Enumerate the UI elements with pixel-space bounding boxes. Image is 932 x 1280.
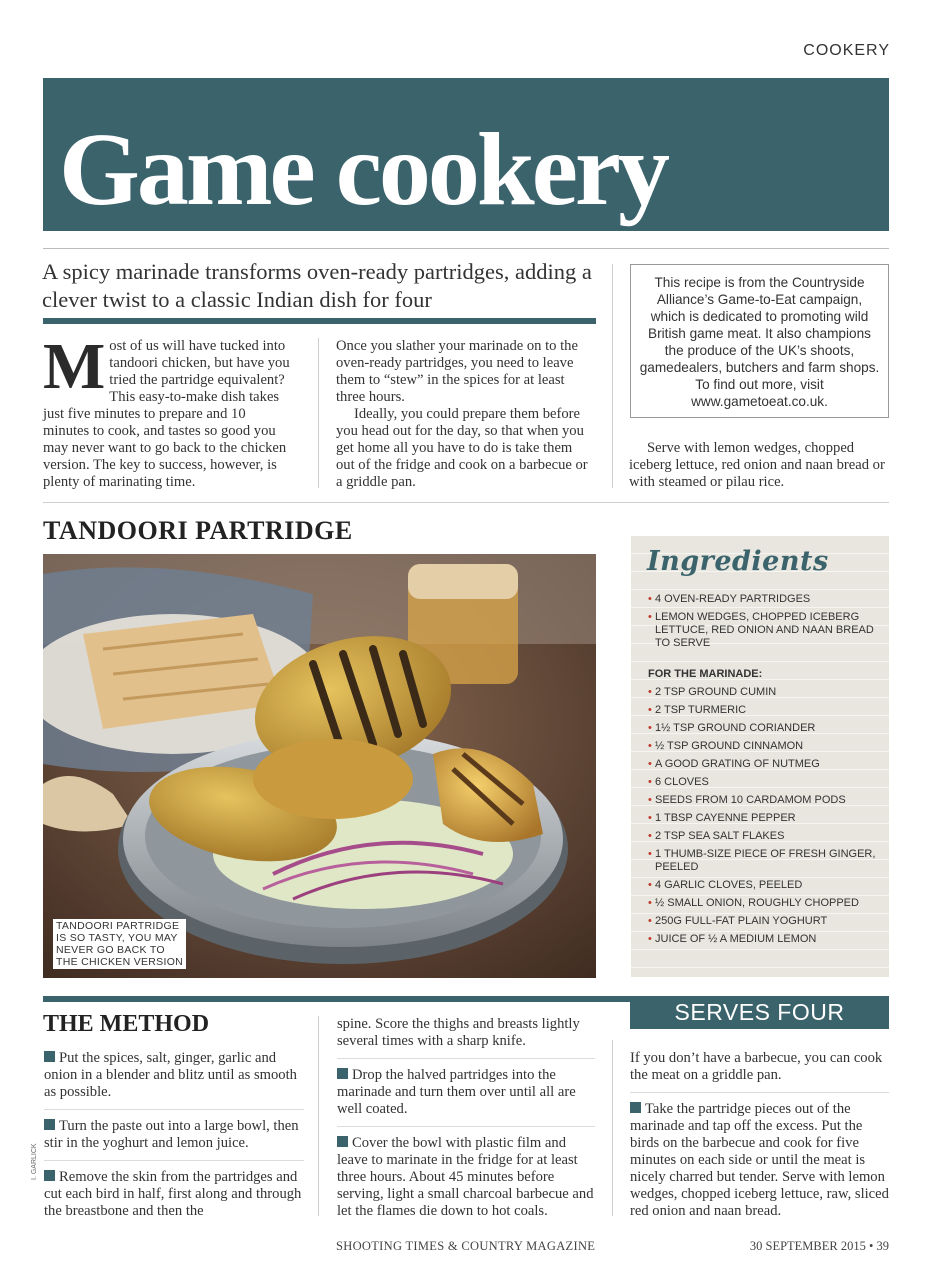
ingredient-item: • ½ TSP GROUND CINNAMON <box>648 740 884 753</box>
serves-badge: SERVES FOUR <box>630 996 889 1029</box>
ingredient-item: • 1½ TSP GROUND CORIANDER <box>648 722 884 735</box>
section-label: COOKERY <box>803 42 890 59</box>
footer-magazine: SHOOTING TIMES & COUNTRY MAGAZINE <box>336 1239 596 1253</box>
ingredients-heading: Ingredients <box>647 546 829 577</box>
step-rule <box>337 1058 595 1059</box>
column-divider <box>318 338 319 488</box>
intro-column-1 <box>43 330 291 491</box>
method-tip: If you don’t have a barbecue, you can cook the meat on a griddle pan. <box>630 1050 883 1083</box>
campaign-infobox: This recipe is from the Countryside Alliance’s Game-to-Eat campaign, which is dedicated to promoting wild British game meat. It also champions the produce of the UK’s shoots, gamedealers, butchers and farm shops. To find out more, visit www.gametoeat.co.uk. <box>630 264 889 418</box>
method-step <box>44 1118 304 1152</box>
square-bullet-icon <box>44 1119 55 1130</box>
square-bullet-icon <box>44 1051 55 1062</box>
caption-line: NEVER GO BACK TO <box>56 944 165 956</box>
column-divider <box>612 1040 613 1216</box>
photo-credit: I. GARLICK <box>31 1143 38 1180</box>
ingredient-item: • 250G FULL-FAT PLAIN YOGHURT <box>648 915 884 928</box>
photo-caption <box>53 919 186 969</box>
method-bar <box>43 996 630 1002</box>
method-step <box>337 1135 597 1220</box>
step-text: Remove the skin from the partridges and cut each bird in half, first along and through the breastbone and then the <box>44 1169 302 1219</box>
recipe-title: TANDOORI PARTRIDGE <box>43 516 353 545</box>
tandoori-partridge-illustration <box>43 554 596 978</box>
ingredient-item: • 2 TSP SEA SALT FLAKES <box>648 830 884 843</box>
method-step <box>337 1067 597 1118</box>
method-step <box>44 1169 304 1220</box>
ingredient-item: • 6 CLOVES <box>648 776 884 789</box>
step-rule <box>630 1092 889 1093</box>
drop-cap: M <box>43 330 106 403</box>
caption-line: TANDOORI PARTRIDGE <box>56 920 180 932</box>
standfirst-bar <box>43 318 596 324</box>
standfirst: A spicy marinade transforms oven-ready partridges, adding a clever twist to a classic Indian dish for four <box>42 259 592 312</box>
intro-paragraph: Ideally, you could prepare them before you head out for the day, so that when you get home all you have to do is take them out of the fridge and cook on a barbecue or a griddle pan. <box>336 406 588 490</box>
ingredients-panel <box>631 536 889 977</box>
method-step <box>630 1101 890 1220</box>
step-rule <box>337 1126 595 1127</box>
square-bullet-icon <box>337 1136 348 1147</box>
step-rule <box>44 1109 304 1110</box>
ingredient-item: • 4 OVEN-READY PARTRIDGES <box>648 593 884 606</box>
step-text: Turn the paste out into a large bowl, then stir in the yoghurt and lemon juice. <box>44 1118 299 1151</box>
method-step <box>44 1050 304 1101</box>
caption-line: IS SO TASTY, YOU MAY <box>56 932 178 944</box>
intro-column-2 <box>336 338 592 491</box>
title-band <box>43 78 889 231</box>
intro-text-1: ost of us will have tucked into tandoori chicken, but have you tried the partridge equivalent? This easy-to-make dish takes just five minutes to prepare and 10 minutes to cook, and tastes so good you may never want to go back to the chicken version. The key to success, however, is plenty of marinating time. <box>43 338 290 490</box>
square-bullet-icon <box>337 1068 348 1079</box>
ingredient-item: • ½ SMALL ONION, ROUGHLY CHOPPED <box>648 897 884 910</box>
step-text: Take the partridge pieces out of the marinade and tap off the excess. Put the birds on the barbecue and cook for five minutes on each side or until the meat is nicely charred but tender. Serve with lemon wedges, chopped iceberg lettuce, raw, sliced red onion and naan bread. <box>630 1101 889 1219</box>
intro-paragraph: Once you slather your marinade on to the oven-ready partridges, you need to leave them to “stew” in the spices for at least three hours. <box>336 338 578 405</box>
caption-line: THE CHICKEN VERSION <box>56 956 184 968</box>
middle-rule <box>43 502 889 503</box>
method-step-continued: spine. Score the thighs and breasts lightly several times with a sharp knife. <box>337 1016 580 1049</box>
ingredient-item: • 1 THUMB-SIZE PIECE OF FRESH GINGER, PEELED <box>648 848 884 874</box>
ingredient-item: • 2 TSP TURMERIC <box>648 704 884 717</box>
ingredient-item: • 2 TSP GROUND CUMIN <box>648 686 884 699</box>
ingredient-item: • JUICE OF ½ A MEDIUM LEMON <box>648 933 884 946</box>
step-text: Put the spices, salt, ginger, garlic and onion in a blender and blitz until as smooth as possible. <box>44 1050 297 1100</box>
square-bullet-icon <box>44 1170 55 1181</box>
ingredient-item: • SEEDS FROM 10 CARDAMOM PODS <box>648 794 884 807</box>
step-text: Cover the bowl with plastic film and leave to marinate in the fridge for at least three hours. About 45 minutes before serving, light a small charcoal barbecue and let the flames die down to hot coals. <box>337 1135 594 1219</box>
serve-suggestion: Serve with lemon wedges, chopped iceberg lettuce, red onion and naan bread or with steamed or pilau rice. <box>629 440 885 490</box>
page-title: Game cookery <box>59 112 668 227</box>
top-rule <box>43 248 889 249</box>
step-rule <box>44 1160 304 1161</box>
footer-date-page: 30 SEPTEMBER 2015 • 39 <box>749 1239 889 1253</box>
ingredient-item: • 4 GARLIC CLOVES, PEELED <box>648 879 884 892</box>
ingredient-item: • LEMON WEDGES, CHOPPED ICEBERG LETTUCE, RED ONION AND NAAN BREAD TO SERVE <box>648 611 884 650</box>
ingredient-item: • 1 TBSP CAYENNE PEPPER <box>648 812 884 825</box>
square-bullet-icon <box>630 1102 641 1113</box>
method-title: THE METHOD <box>43 1011 210 1037</box>
step-text: Drop the halved partridges into the marinade and turn them over until all are well coated. <box>337 1067 576 1117</box>
column-divider <box>318 1016 319 1216</box>
dish-photo <box>43 554 596 978</box>
ingredients-list <box>648 593 884 946</box>
ingredient-item: • A GOOD GRATING OF NUTMEG <box>648 758 884 771</box>
marinade-label: FOR THE MARINADE: <box>648 668 763 680</box>
column-divider <box>612 264 613 488</box>
